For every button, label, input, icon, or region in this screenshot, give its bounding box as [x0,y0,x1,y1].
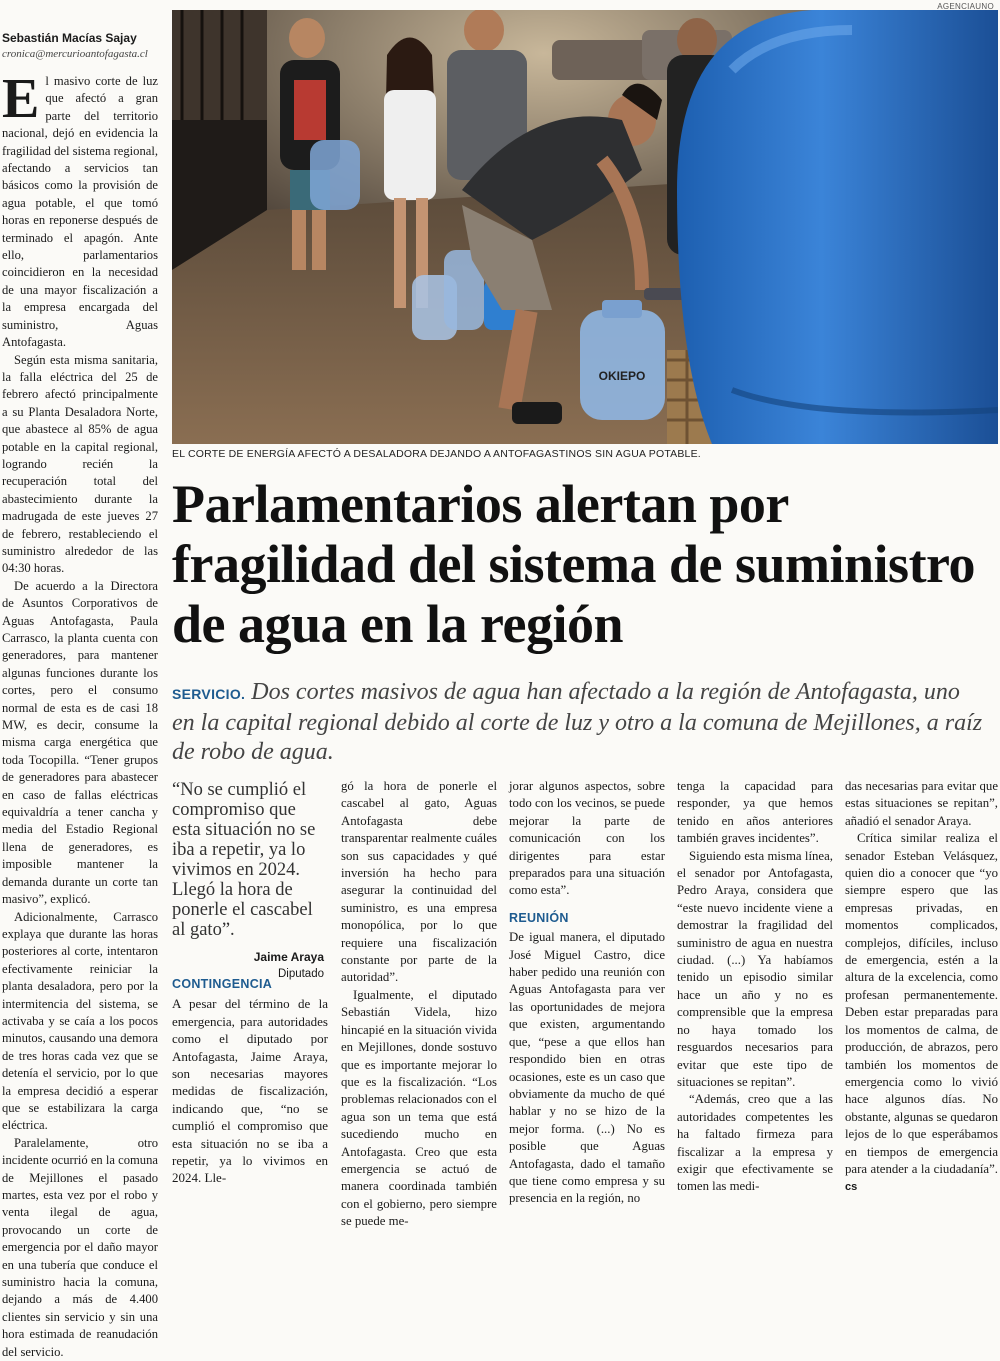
column-5-paragraph-1: tenga la capacidad para responder, ya que hemos tenido en años anteriores también graves incidentes”. [677,779,833,846]
column-6-paragraph-1: das necesarias para evitar que estas situaciones se repitan”, añadió el senador Araya. [845,779,998,828]
headline: Parlamentarios alertan por fragilidad del sistema de suministro de agua en la región [172,474,976,654]
column-5-paragraph-2: Siguiendo esta misma línea, el senador por Antofagasta, Pedro Araya, considera que “este nuevo incidente viene a demostrar la fragilidad del suministro de agua en nuestra ciudad. (...) Ya habíamos tenido un episodio similar hace un año y no es comprensible que la empresa no haya tomado los resguardos necesarios para evitar que este tipo de situaciones se repitan”. [677,848,833,1089]
photo-credit: AGENCIAUNO [937,2,994,11]
subhead-contingencia: CONTINGENCIA [172,977,273,991]
byline [2,31,162,60]
column-4 [509,778,665,1208]
column-3 [341,778,497,1231]
left-column [2,68,158,1361]
pull-quote [172,780,324,980]
column-4-paragraph-2: De igual manera, el diputado José Miguel Castro, dice haber pedido una reunión con Aguas Antofagasta para ver las oportunidades de mejora que existen, argumentando que, “pese a que ellos han respondido bien en otras ocasiones, este es un caso que obviamente da mucho de qué hablar y no se hizo de la mejor forma. (...) No es posible que Aguas Antofagasta, dado el tamaño que tiene como empresa y su presencia en la región, no [509,930,665,1206]
subhead-reunion: REUNIÓN [509,910,569,925]
lead-kicker: SERVICIO. [172,686,246,702]
column-6 [845,778,998,1197]
column-5 [677,778,833,1196]
left-paragraph-3: De acuerdo a la Directora de Asuntos Corporativos de Aguas Antofagasta, Paula Carrasco, la planta cuenta con generadores, para mantener algunas funciones durante los cortes, pero el consumo normal de esta es de casi 18 MW, es decir, consume la misma carga energética que toda Tocopilla. “Tener grupos de generadores para abastecer en caso de fallas eléctricas equivaldría a tener cancha y media del Estadio Regional llena de generadores, es imposible mantener la demanda durante un corte tan masivo”, explicó. [2,578,158,907]
column-2 [172,970,328,1187]
column-6-paragraph-2: Crítica similar realiza el senador Esteban Velásquez, quien dio a conocer que “yo siempre espero que las empresas privadas, en momentos complicados, complejos, difíciles, incluso de emergencia, estén a la altura de la excelencia, como profesan permanentemente. Deben estar preparadas para los momentos de calma, de producción, de abrazos, pero también los momentos de emergencia como lo vivió hace algunos días. No obstante, algunas se quedaron lejos de lo que esperábamos en tiempos de emergencia para atender a la ciudadanía”. cs [845,831,998,1194]
author-email: cronica@mercurioantofagasta.cl [2,48,148,60]
news-photo [172,10,998,444]
lead-text: Dos cortes masivos de agua han afectado a la región de Antofagasta, uno en la capital regional debido al corte de luz y otro a la comuna de Mejillones, a raíz de robo de agua. [172,679,983,765]
end-mark: cs [845,1181,858,1194]
pull-quote-text: “No se cumplió el compromiso que esta situación no se iba a repetir, ya lo vivimos en 2024. Llegó la hora de ponerle el cascabel al gato”. [172,780,316,940]
lead [172,678,987,767]
column-3-paragraph-2: Igualmente, el diputado Sebastián Videla, hizo hincapié en la situación vivida en Mejillones, donde sostuvo que es importante mejorar lo que es la fiscalización. “Los problemas relacionados con el agua son un tema que está sucediendo mucho en Antofagasta. Creo que esta emergencia se actuó de manera coordinada también con el gobierno, pero siempre se puede me- [341,987,497,1229]
photo-illustration [172,10,998,444]
photo-caption: EL CORTE DE ENERGÍA AFECTÓ A DESALADORA DEJANDO A ANTOFAGASTINOS SIN AGUA POTABLE. [172,448,701,460]
pull-quote-author: Jaime Araya [253,950,324,964]
column-4-paragraph-1: jorar algunos aspectos, sobre todo con los vecinos, se puede mejorar la parte de comunicación con los dirigentes para estar preparados para una situación como esta”. [509,779,665,898]
left-paragraph-2: Según esta misma sanitaria, la falla eléctrica del 25 de febrero afectó principalmente a su Planta Desaladora Norte, que abastece al 85% de agua potable en la capital regional, logrando recién la recuperación total del abastecimiento durante la madrugada de este jueves 27 de febrero, restableciendo el suministro alrededor de las 04:30 horas. [2,352,158,576]
column-2-paragraph: A pesar del término de la emergencia, para autoridades como el diputado por Antofagasta, Jaime Araya, son necesarias mayores medidas de fiscalización, indicando que, “no se cumplió el compromiso que esta situación no se iba a repetir, ya lo vivimos en 2024. Lle- [172,996,328,1186]
column-5-paragraph-3: “Además, creo que a las autoridades competentes les ha faltado firmeza para fiscalizar a la empresa y exigir que efectivamente se tomen las medi- [677,1092,833,1194]
dropcap: E [2,68,40,130]
jug-label: OKIEPO [598,369,646,383]
author-name: Sebastián Macías Sajay [2,31,137,45]
left-paragraph-1: l masivo corte de luz que afectó a gran parte del territorio nacional, dejó en evidencia la fragilidad del sistema regional, afectando a servicios tan básicos como la provisión de agua potable, el que tomó horas en reponerse después de terminado el apagón. Ante ello, parlamentarios coincidieron en la necesidad de una mayor fiscalización a la empresa encargada del suministro, Aguas Antofagasta. [2,74,158,350]
column-3-paragraph-1: gó la hora de ponerle el cascabel al gato, Aguas Antofagasta debe transparentar realmente cuáles son sus capacidades y qué inversión ha hecho para asegurar la continuidad del suministro, es una empresa monopólica, por lo que requiere una fiscalización constante por parte de la autoridad”. [341,779,497,985]
pull-quote-role: Diputado [277,968,324,980]
left-paragraph-5: Paralelamente, otro incidente ocurrió en la comuna de Mejillones el pasado martes, esta vez por el robo y venta ilegal de agua, provocando un corte de emergencia por el daño mayor en una tubería que conduce el suministro hacia la comuna, dejando a más de 4.400 clientes sin servicio y sin una hora estimada de reanudación del servicio. [2,1135,158,1359]
left-paragraph-4: Adicionalmente, Carrasco explaya que durante las horas posteriores al corte, intentaron efectivamente reiniciar la planta desaladora, pero por la intermitencia del sistema, se activaba y se caía a los pocos minutos, causando una demora de tres horas cada vez que se detenía el servicio, por lo que la empresa decidió a esperar que se estabilizara la carga eléctrica. [2,909,158,1133]
